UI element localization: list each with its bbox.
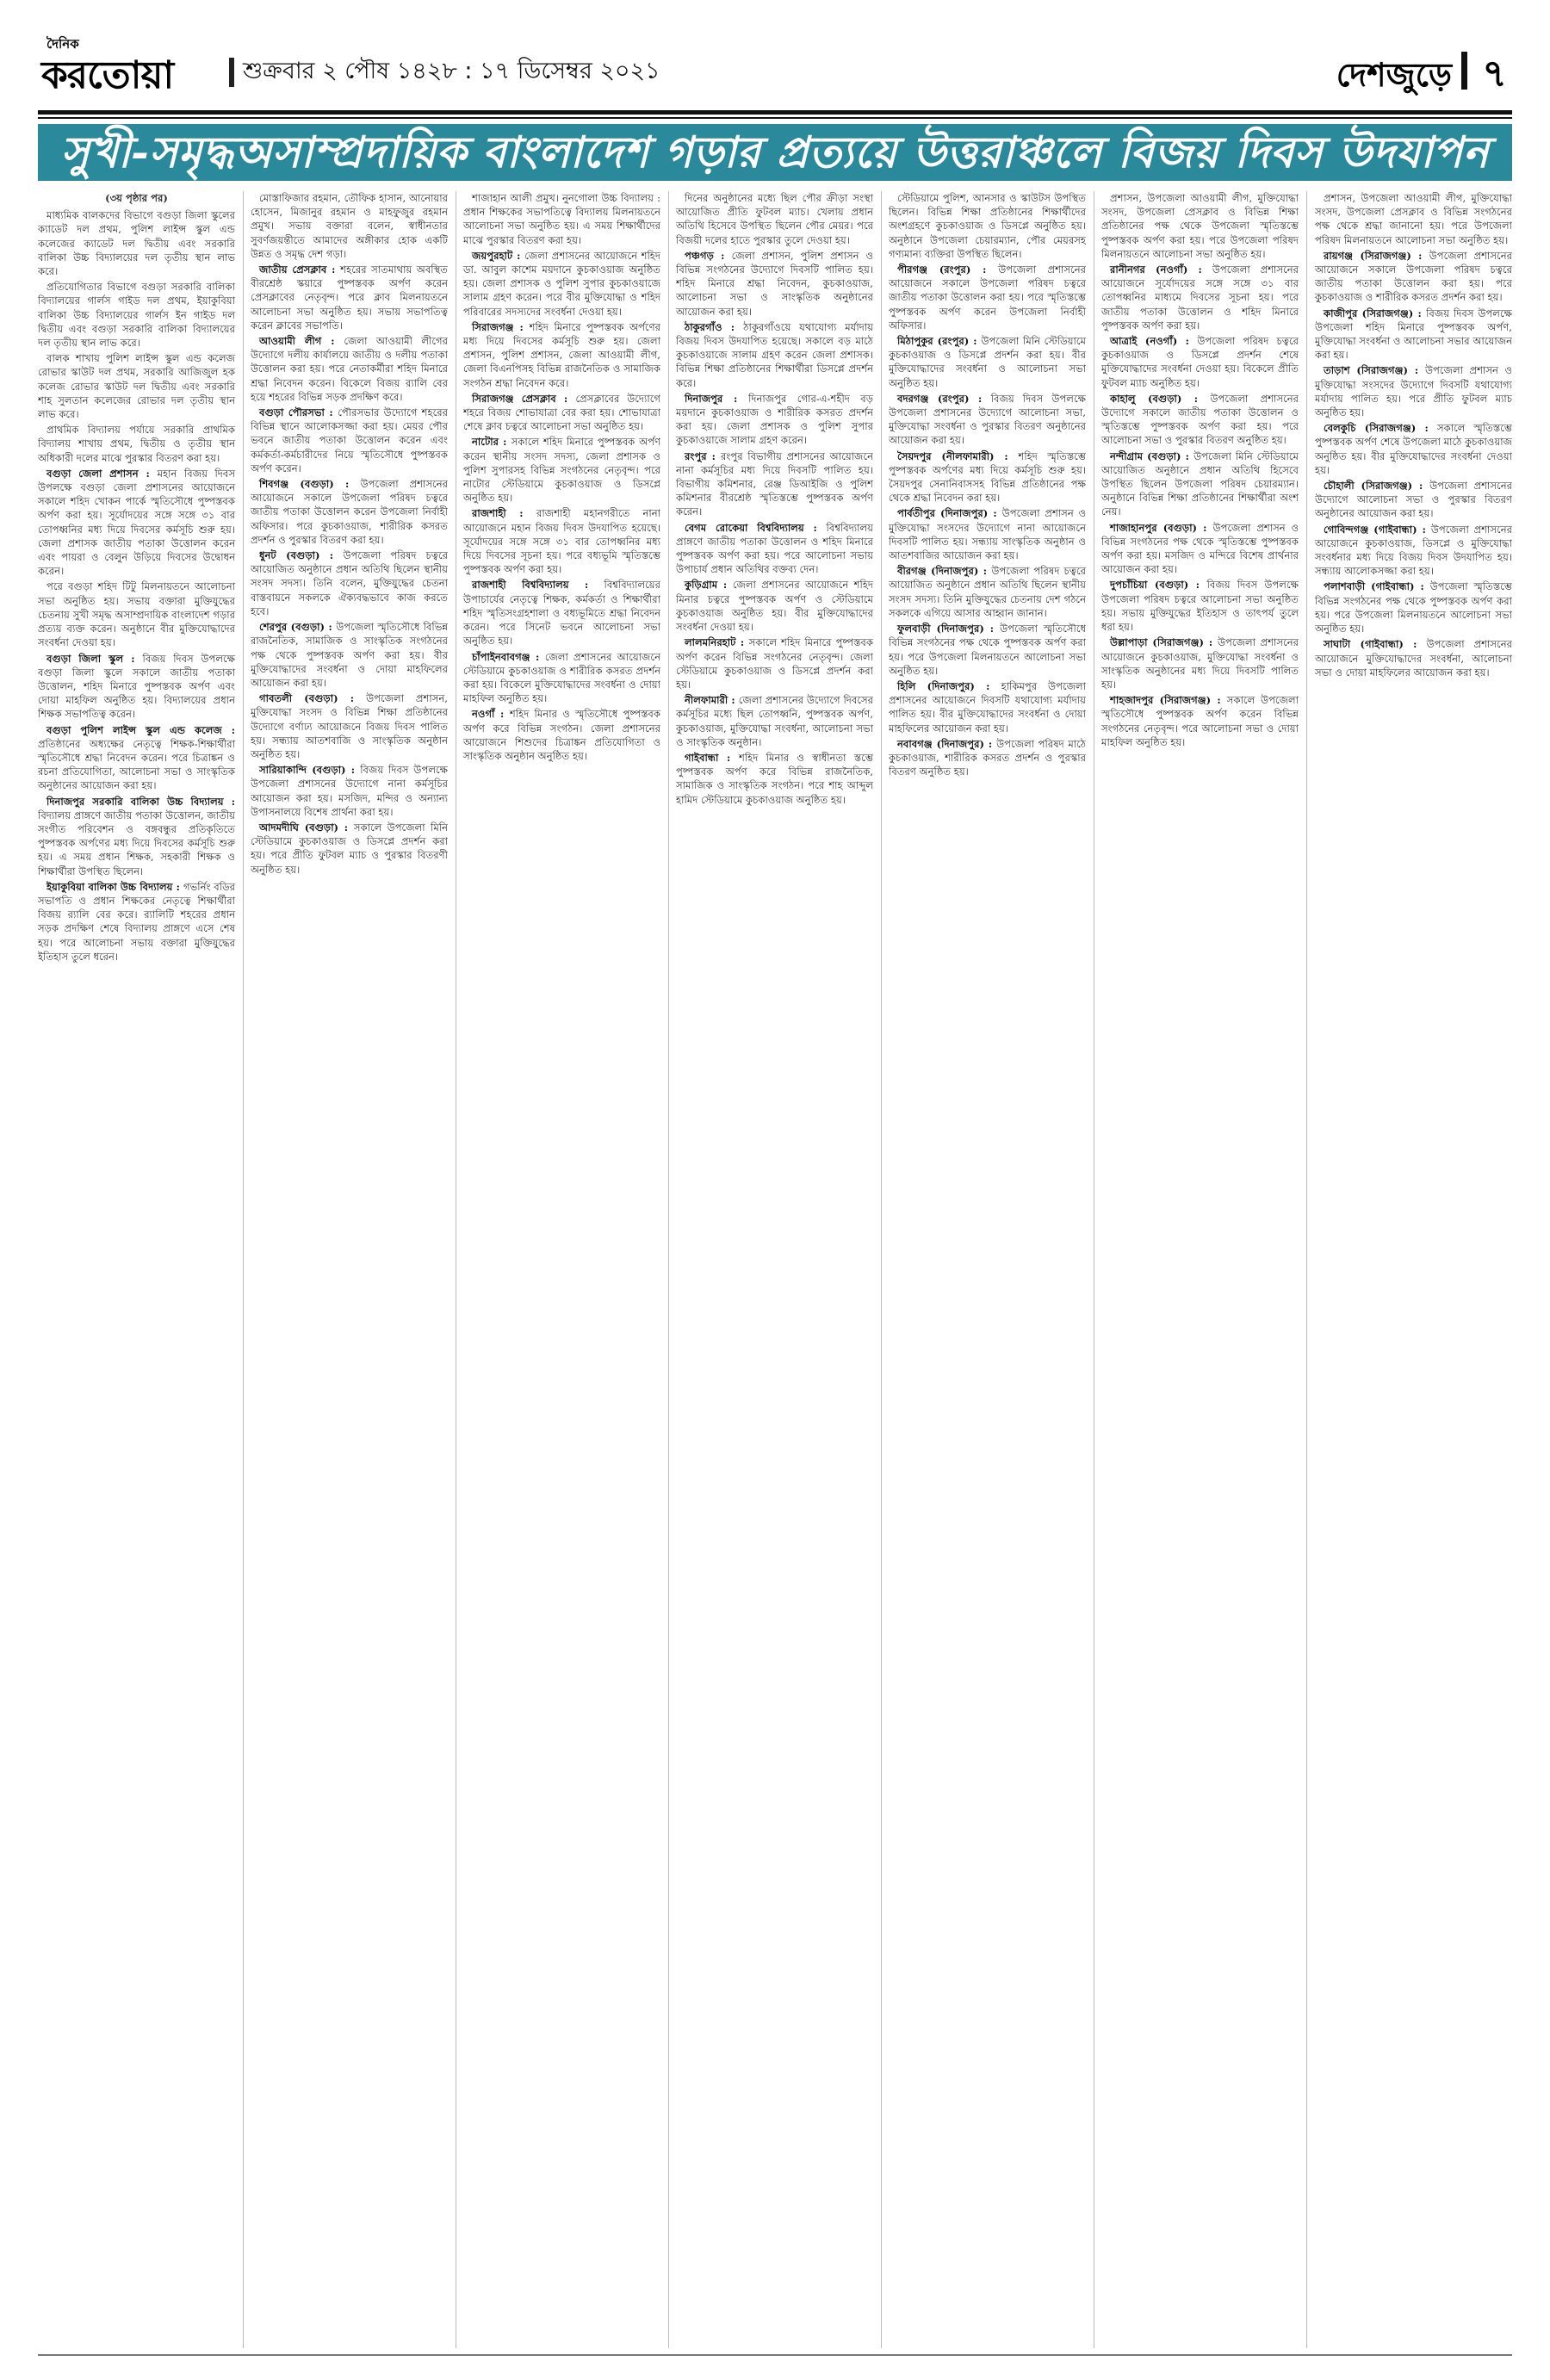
- logo-small-text: দৈনিক: [46, 36, 79, 52]
- dateline: বেগম রোকেয়া বিশ্ববিদ্যালয় :: [685, 521, 827, 534]
- article-paragraph: বেলকুচি (সিরাজগঞ্জ) : সকালে স্মৃতিস্তম্ভে পুষ্পস্তবক অর্পণ শেষে উপজেলা মাঠে কুচকাওয়াজ অনুষ্ঠিত হয়। বীর মুক্তিযোদ্ধাদের সংবর্ধনা দেওয়া হয়।: [1315, 422, 1512, 476]
- article-paragraph: ফুলবাড়ী (দিনাজপুর) : উপজেলা স্মৃতিসৌধে বিভিন্ন সংগঠনের পক্ষ থেকে পুষ্পস্তবক অর্পণ করা হয়। পরে উপজেলা মিলনায়তনে আলোচনা সভা অনুষ্ঠিত হয়।: [889, 623, 1086, 677]
- headline: সুখী-সমৃদ্ধঅসাম্প্রদায়িক বাংলাদেশ গড়ার প্রত্যয়ে উত্তরাঞ্চলে বিজয় দিবস উদযাপন: [60, 127, 1490, 177]
- article-paragraph: প্রতিযোগিতার বিভাগে বগুড়া সরকারি বালিকা বিদ্যালয়ের গার্লস গাইড দল প্রথম, ইয়াকুবিয়া বালিকা উচ্চ বিদ্যালয়ের গার্লস ইন গাইড দল দ্বিতীয় এবং বগুড়া সরকারি বালিকা বিদ্যালয়ের দল তৃতীয় স্থান লাভ করে।: [38, 281, 235, 350]
- dateline: সৈয়দপুর (নীলফামারী) :: [897, 449, 1019, 462]
- article-paragraph: দুপচাঁচিয়া (বগুড়া) : বিজয় দিবস উপলক্ষে উপজেলা পরিষদ চত্বরে আলোচনা সভা অনুষ্ঠিত হয়। সভায় মুক্তিযুদ্ধের ইতিহাস ও তাৎপর্য তুলে ধরা হয়।: [1101, 579, 1299, 634]
- article-column-2: [251, 191, 448, 2348]
- dateline: শিবগঞ্জ (বগুড়া) :: [259, 478, 361, 491]
- dateline: রংপুর :: [685, 449, 721, 462]
- dateline: আত্রাই (নওগাঁ) :: [1110, 335, 1198, 348]
- dateline: সিরাজগঞ্জ প্রেসক্লাব :: [472, 392, 576, 405]
- article-paragraph: উল্লাপাড়া (সিরাজগঞ্জ) : উপজেলা প্রশাসনের আয়োজনে কুচকাওয়াজ, মুক্তিযোদ্ধা সংবর্ধনা ও সাংস্কৃতিক অনুষ্ঠানের মধ্য দিয়ে দিবসটি পালিত হয়।: [1101, 636, 1299, 691]
- dateline: দুপচাঁচিয়া (বগুড়া) :: [1110, 579, 1207, 592]
- article-paragraph: ধুনট (বগুড়া) : উপজেলা পরিষদ চত্বরে আয়োজিত অনুষ্ঠানে প্রধান অতিথি ছিলেন স্থানীয় সংসদ সদস্য। তিনি বলেন, মুক্তিযুদ্ধের চেতনা বাস্তবায়নে সকলকে ঐক্যবদ্ধভাবে কাজ করতে হবে।: [251, 549, 448, 617]
- article-paragraph: আওয়ামী লীগ : জেলা আওয়ামী লীগের উদ্যোগে দলীয় কার্যালয়ে জাতীয় ও দলীয় পতাকা উত্তোলন করা হয়। পরে নেতাকর্মীরা শহিদ মিনারে শ্রদ্ধা নিবেদন করেন। বিকেলে বিজয় র‍্যালি বের হয়ে শহরের বিভিন্ন সড়ক প্রদক্ষিণ করে।: [251, 335, 448, 403]
- issue-date: [229, 53, 660, 92]
- dateline: শেরপুর (বগুড়া) :: [259, 621, 337, 634]
- article-paragraph: জাতীয় প্রেসক্লাব : শহরের সাতমাথায় অবস্থিত বীরশ্রেষ্ঠ স্কয়ারে পুষ্পস্তবক অর্পণ করেন প্রেসক্লাবের নেতৃবৃন্দ। পরে ক্লাব মিলনায়তনে আলোচনা সভা অনুষ্ঠিত হয়। সভায় সভাপতিত্ব করেন ক্লাবের সভাপতি।: [251, 263, 448, 332]
- article-paragraph: তাড়াশ (সিরাজগঞ্জ) : উপজেলা প্রশাসন ও মুক্তিযোদ্ধা সংসদের উদ্যোগে দিবসটি যথাযোগ্য মর্যাদায় পালিত হয়। পরে প্রীতি ফুটবল ম্যাচ অনুষ্ঠিত হয়।: [1315, 364, 1512, 419]
- article-paragraph: মাধ্যমিক বালকদের বিভাগে বগুড়া জিলা স্কুলের ক্যাডেট দল প্রথম, পুলিশ লাইন্স স্কুল এন্ড কলেজের ক্যাডেট দল দ্বিতীয় এবং সরকারি বালিকা উচ্চ বিদ্যালয়ের দল তৃতীয় স্থান লাভ করে।: [38, 209, 235, 278]
- dateline: জাতীয় প্রেসক্লাব :: [259, 263, 341, 276]
- dateline: সারিয়াকান্দি (বগুড়া) :: [259, 764, 361, 777]
- article-paragraph: জয়পুরহাট : জেলা প্রশাসনের আয়োজনে শহিদ ডা. আবুল কাশেম ময়দানে কুচকাওয়াজ অনুষ্ঠিত হয়। জেলা প্রশাসক ও পুলিশ সুপার কুচকাওয়াজে সালাম গ্রহণ করেন। পরে বীর মুক্তিযোদ্ধা ও শহিদ পরিবারের সদস্যদের সংবর্ধনা দেওয়া হয়।: [463, 249, 660, 318]
- dateline: ধুনট (বগুড়া) :: [259, 549, 344, 562]
- article-column-4: [676, 191, 873, 2348]
- article-paragraph: গোবিন্দগঞ্জ (গাইবান্ধা) : উপজেলা প্রশাসনের আয়োজনে কুচকাওয়াজ, ডিসপ্লে ও মুক্তিযোদ্ধা সংবর্ধনার মধ্য দিয়ে বিজয় দিবস উদযাপিত হয়। সন্ধ্যায় আলোকসজ্জা করা হয়।: [1315, 523, 1512, 578]
- column-divider: [881, 191, 882, 2348]
- article-paragraph: বালক শাখায় পুলিশ লাইন্স স্কুল এন্ড কলেজ রোভার স্কাউট দল প্রথম, সরকারি আজিজুল হক কলেজ রোভার স্কাউট দল দ্বিতীয় এবং সরকারি শাহ সুলতান কলেজের রোভার দল তৃতীয় স্থান লাভ করে।: [38, 352, 235, 421]
- article-paragraph: নওগাঁ : শহিদ মিনার ও স্মৃতিসৌধে পুষ্পস্তবক অর্পণ করে বিভিন্ন সংগঠন। জেলা প্রশাসনের আয়োজনে শিশুদের চিত্রাঙ্কন প্রতিযোগিতা ও সাংস্কৃতিক অনুষ্ঠান অনুষ্ঠিত হয়।: [463, 708, 660, 762]
- dateline: নীলফামারী :: [685, 694, 739, 707]
- dateline: সাঘাটা (গাইবান্ধা) :: [1324, 638, 1427, 651]
- dateline: বীরগঞ্জ (দিনাজপুর) :: [897, 565, 992, 578]
- dateline: বদরগঞ্জ (রংপুর) :: [897, 392, 991, 405]
- dateline: কুড়িগ্রাম :: [685, 579, 733, 592]
- dateline: নওগাঁ :: [472, 708, 510, 721]
- article-paragraph: চাঁপাইনবাবগঞ্জ : জেলা প্রশাসনের আয়োজনে স্টেডিয়ামে কুচকাওয়াজ ও শারীরিক কসরত প্রদর্শন করা হয়। বিকেলে মুক্তিযোদ্ধাদের সংবর্ধনা ও দোয়া মাহফিল অনুষ্ঠিত হয়।: [463, 650, 660, 705]
- article-paragraph: বীরগঞ্জ (দিনাজপুর) : উপজেলা পরিষদ চত্বরে আয়োজিত অনুষ্ঠানে প্রধান অতিথি ছিলেন স্থানীয় সংসদ সদস্য। তিনি মুক্তিযুদ্ধের চেতনায় দেশ গঠনে সকলকে এগিয়ে আসার আহ্বান জানান।: [889, 565, 1086, 619]
- article-paragraph: রাজশাহী বিশ্ববিদ্যালয় : বিশ্ববিদ্যালয়ের উপাচার্যের নেতৃত্বে শিক্ষক, কর্মকর্তা ও শিক্ষার্থীরা শহিদ স্মৃতিসংগ্রহশালা ও বধ্যভূমিতে শ্রদ্ধা নিবেদন করেন। পরে সিনেট ভবনে আলোচনা সভা অনুষ্ঠিত হয়।: [463, 579, 660, 648]
- dateline: মিঠাপুকুর (রংপুর) :: [897, 335, 982, 348]
- column-divider: [243, 191, 244, 2348]
- article-paragraph: ঠাকুরগাঁও : ঠাকুরগাঁওয়ে যথাযোগ্য মর্যাদায় বিজয় দিবস উদযাপিত হয়েছে। সকালে বড় মাঠে কুচকাওয়াজে সালাম গ্রহণ করেন জেলা প্রশাসক। বিভিন্ন শিক্ষা প্রতিষ্ঠানের শিক্ষার্থীরা ডিসপ্লে প্রদর্শন করে।: [676, 320, 873, 389]
- article-columns: [38, 191, 1512, 2348]
- article-paragraph: কুড়িগ্রাম : জেলা প্রশাসনের আয়োজনে শহিদ মিনার চত্বরে পুষ্পস্তবক অর্পণ ও স্টেডিয়ামে কুচকাওয়াজ অনুষ্ঠিত হয়। বীর মুক্তিযোদ্ধাদের সংবর্ধনা দেওয়া হয়।: [676, 579, 873, 634]
- article-paragraph: বগুড়া পৌরসভা : পৌরসভার উদ্যোগে শহরের বিভিন্ন স্থানে আলোকসজ্জা করা হয়। মেয়র পৌর ভবনে জাতীয় পতাকা উত্তোলন করেন এবং কর্মকর্তা-কর্মচারীদের নিয়ে স্মৃতিসৌধে পুষ্পস্তবক অর্পণ করেন।: [251, 406, 448, 474]
- article-paragraph: রংপুর : রংপুর বিভাগীয় প্রশাসনের আয়োজনে নানা কর্মসূচির মধ্য দিয়ে দিবসটি পালিত হয়। বিভাগীয় কমিশনার, রেঞ্জ ডিআইজি ও পুলিশ কমিশনার বীরশ্রেষ্ঠ স্মৃতিস্তম্ভে পুষ্পস্তবক অর্পণ করেন।: [676, 449, 873, 518]
- article-paragraph: আদমদীঘি (বগুড়া) : সকালে উপজেলা মিনি স্টেডিয়ামে কুচকাওয়াজ ও ডিসপ্লে প্রদর্শন করা হয়। পরে প্রীতি ফুটবল ম্যাচ ও পুরস্কার বিতরণী অনুষ্ঠিত হয়।: [251, 821, 448, 876]
- dateline: গাবতলী (বগুড়া) :: [259, 692, 367, 705]
- dateline: বগুড়া জেলা প্রশাসন :: [46, 467, 158, 480]
- article-column-6: [1101, 191, 1299, 2348]
- article-paragraph: আত্রাই (নওগাঁ) : উপজেলা পরিষদ চত্বরে কুচকাওয়াজ ও ডিসপ্লে প্রদর্শন শেষে মুক্তিযোদ্ধাদের সংবর্ধনা দেওয়া হয়। বিকেলে প্রীতি ফুটবল ম্যাচ অনুষ্ঠিত হয়।: [1101, 335, 1299, 389]
- page-number-separator: [1461, 52, 1467, 90]
- dateline: আওয়ামী লীগ :: [259, 335, 344, 348]
- dateline: ফুলবাড়ী (দিনাজপুর) :: [897, 623, 1001, 635]
- article-paragraph: ইয়াকুবিয়া বালিকা উচ্চ বিদ্যালয় : গভর্নিং বডির সভাপতি ও প্রধান শিক্ষকের নেতৃত্বে শিক্ষার্থীরা বিজয় র‍্যালি বের করে। র‍্যালিটি শহরের প্রধান সড়ক প্রদক্ষিণ শেষে বিদ্যালয় প্রাঙ্গণে এসে শেষ হয়। পরে আলোচনা সভায় বক্তারা মুক্তিযুদ্ধের ইতিহাস তুলে ধরেন।: [38, 880, 235, 963]
- dateline: চৌহালী (সিরাজগঞ্জ) :: [1324, 480, 1430, 493]
- dateline: গোবিন্দগঞ্জ (গাইবান্ধা) :: [1324, 523, 1431, 536]
- issue-date-text: শুক্রবার ২ পৌষ ১৪২৮ : ১৭ ডিসেম্বর ২০২১: [243, 58, 660, 84]
- dateline: কাজীপুর (সিরাজগঞ্জ) :: [1324, 307, 1427, 319]
- dateline: উল্লাপাড়া (সিরাজগঞ্জ) :: [1110, 636, 1218, 649]
- article-paragraph: বদরগঞ্জ (রংপুর) : বিজয় দিবস উপলক্ষে উপজেলা প্রশাসনের উদ্যোগে আলোচনা সভা, মুক্তিযোদ্ধা সংবর্ধনা ও পুরস্কার বিতরণ অনুষ্ঠানের আয়োজন করা হয়।: [889, 392, 1086, 447]
- dateline: পার্বতীপুর (দিনাজপুর) :: [897, 507, 1002, 520]
- article-paragraph: লালমনিরহাট : সকালে শহিদ মিনারে পুষ্পস্তবক অর্পণ করেন বিভিন্ন সংগঠনের নেতৃবৃন্দ। জেলা স্টেডিয়ামে কুচকাওয়াজ ও ডিসপ্লে প্রদর্শন করা হয়।: [676, 636, 873, 691]
- article-paragraph: প্রশাসন, উপজেলা আওয়ামী লীগ, মুক্তিযোদ্ধা সংসদ, উপজেলা প্রেসক্লাব ও বিভিন্ন সংগঠনের পক্ষ থেকে শ্রদ্ধা জানানো হয়। পরে উপজেলা পরিষদ মিলনায়তনে আলোচনা সভা অনুষ্ঠিত হয়।: [1315, 192, 1512, 246]
- dateline: বগুড়া পৌরসভা :: [259, 406, 338, 419]
- footer-rule: [38, 2354, 1512, 2356]
- dateline: শাহজাদপুর (সিরাজগঞ্জ) :: [1110, 694, 1227, 707]
- header-rule-thin: [38, 117, 1512, 119]
- masthead: [38, 31, 1512, 102]
- article-paragraph: সাঘাটা (গাইবান্ধা) : উপজেলা প্রশাসনের আয়োজনে মুক্তিযোদ্ধাদের সংবর্ধনা, আলোচনা সভা ও দোয়া মাহফিলের আয়োজন করা হয়।: [1315, 638, 1512, 679]
- dateline: বগুড়া জিলা স্কুল :: [46, 652, 143, 665]
- dateline: রানীনগর (নওগাঁ) :: [1110, 263, 1212, 276]
- article-paragraph: সিরাজগঞ্জ প্রেসক্লাব : প্রেসক্লাবের উদ্যোগে শহরে বিজয় শোভাযাত্রা বের করা হয়। শোভাযাত্রা শেষে ক্লাব চত্বরে আলোচনা সভা অনুষ্ঠিত হয়।: [463, 392, 660, 433]
- dateline: নবাবগঞ্জ (দিনাজপুর) :: [897, 737, 997, 750]
- dateline: কাহালু (বগুড়া) :: [1110, 392, 1211, 405]
- article-paragraph: প্রাথমিক বিদ্যালয় পর্যায়ে সরকারি প্রাথমিক বিদ্যালয় শাখায় প্রথম, দ্বিতীয় ও তৃতীয় স্থান অধিকারী দলের মাঝে পুরস্কার বিতরণ করা হয়।: [38, 424, 235, 464]
- article-paragraph: দিনের অনুষ্ঠানের মধ্যে ছিল পৌর ক্রীড়া সংস্থা আয়োজিত প্রীতি ফুটবল ম্যাচ। খেলায় প্রধান অতিথি হিসেবে উপস্থিত ছিলেন পৌর মেয়র। পরে বিজয়ী দলের হাতে পুরস্কার তুলে দেওয়া হয়।: [676, 192, 873, 246]
- article-paragraph: হিলি (দিনাজপুর) : হাকিমপুর উপজেলা প্রশাসনের আয়োজনে দিবসটি যথাযোগ্য মর্যাদায় পালিত হয়। বীর মুক্তিযোদ্ধাদের সংবর্ধনা ও দোয়া মাহফিলের আয়োজন করা হয়।: [889, 679, 1086, 734]
- dateline: নন্দীগ্রাম (বগুড়া) :: [1110, 449, 1194, 462]
- dateline: লালমনিরহাট :: [685, 636, 749, 649]
- article-paragraph: দিনাজপুর সরকারি বালিকা উচ্চ বিদ্যালয় : বিদ্যালয় প্রাঙ্গণে জাতীয় পতাকা উত্তোলন, জাতীয় সংগীত পরিবেশন ও বঙ্গবন্ধুর প্রতিকৃতিতে পুষ্পস্তবক অর্পণের মধ্য দিয়ে দিবসের কর্মসূচি শুরু হয়। এ সময় প্রধান শিক্ষক, সহকারী শিক্ষক ও শিক্ষার্থীরা উপস্থিত ছিলেন।: [38, 795, 235, 877]
- article-paragraph: সৈয়দপুর (নীলফামারী) : শহিদ স্মৃতিস্তম্ভে পুষ্পস্তবক অর্পণের মধ্য দিয়ে কর্মসূচি শুরু হয়। সৈয়দপুর সেনানিবাসসহ বিভিন্ন প্রতিষ্ঠানের পক্ষ থেকে শ্রদ্ধা নিবেদন করা হয়।: [889, 449, 1086, 505]
- logo-main-text: করতোয়া: [41, 53, 174, 97]
- dateline: পঞ্চগড় :: [685, 249, 732, 262]
- dateline: বগুড়া পুলিশ লাইন্স স্কুল এন্ড কলেজ :: [46, 723, 235, 736]
- article-paragraph: পার্বতীপুর (দিনাজপুর) : উপজেলা প্রশাসন ও মুক্তিযোদ্ধা সংসদের উদ্যোগে নানা আয়োজনে দিবসটি পালিত হয়। সন্ধ্যায় সাংস্কৃতিক অনুষ্ঠান ও আতশবাজির আয়োজন করা হয়।: [889, 507, 1086, 562]
- newspaper-page: [38, 31, 1512, 2356]
- date-separator: [229, 58, 234, 87]
- dateline: জয়পুরহাট :: [472, 249, 525, 262]
- article-paragraph: পলাশবাড়ী (গাইবান্ধা) : উপজেলা স্মৃতিস্তম্ভে বিভিন্ন সংগঠনের পক্ষ থেকে পুষ্পস্তবক অর্পণ করা হয়। পরে উপজেলা মিলনায়তনে আলোচনা সভা অনুষ্ঠিত হয়।: [1315, 580, 1512, 635]
- dateline: নাটোর :: [472, 436, 512, 449]
- column-divider: [1306, 191, 1307, 2348]
- article-paragraph: গাইবান্ধা : শহিদ মিনার ও স্বাধীনতা স্তম্ভে পুষ্পস্তবক অর্পণ করে বিভিন্ন রাজনৈতিক, সামাজিক ও সাংস্কৃতিক সংগঠন। পরে শাহ আব্দুল হামিদ স্টেডিয়ামে কুচকাওয়াজ অনুষ্ঠিত হয়।: [676, 751, 873, 806]
- article-paragraph: রায়গঞ্জ (সিরাজগঞ্জ) : উপজেলা প্রশাসনের আয়োজনে সকালে উপজেলা পরিষদ চত্বরে জাতীয় পতাকা উত্তোলন করা হয়। পরে কুচকাওয়াজ ও শারীরিক কসরত প্রদর্শন করা হয়।: [1315, 249, 1512, 304]
- dateline: ইয়াকুবিয়া বালিকা উচ্চ বিদ্যালয় :: [46, 880, 184, 893]
- article-paragraph: মিঠাপুকুর (রংপুর) : উপজেলা মিনি স্টেডিয়ামে কুচকাওয়াজ ও ডিসপ্লে প্রদর্শন করা হয়। বীর মুক্তিযোদ্ধাদের সংবর্ধনা ও আলোচনা সভা অনুষ্ঠিত হয়।: [889, 335, 1086, 389]
- dateline: গাইবান্ধা :: [685, 751, 739, 764]
- article-paragraph: শিবগঞ্জ (বগুড়া) : উপজেলা প্রশাসনের আয়োজনে সকালে উপজেলা পরিষদ চত্বরে জাতীয় পতাকা উত্তোলন করেন উপজেলা নির্বাহী অফিসার। পরে কুচকাওয়াজ, শারীরিক কসরত প্রদর্শন ও পুরস্কার বিতরণ করা হয়।: [251, 478, 448, 546]
- dateline: পলাশবাড়ী (গাইবান্ধা) :: [1324, 580, 1430, 593]
- article-paragraph: শেরপুর (বগুড়া) : উপজেলা স্মৃতিসৌধে বিভিন্ন রাজনৈতিক, সামাজিক ও সাংস্কৃতিক সংগঠনের পক্ষ থেকে পুষ্পস্তবক অর্পণ করা হয়। বীর মুক্তিযোদ্ধাদের সংবর্ধনা ও দোয়া মাহফিলের আয়োজন করা হয়।: [251, 621, 448, 689]
- article-paragraph: বগুড়া জিলা স্কুল : বিজয় দিবস উপলক্ষে বগুড়া জিলা স্কুলে সকালে জাতীয় পতাকা উত্তোলন, শহিদ মিনারে পুষ্পস্তবক অর্পণ এবং দোয়া মাহফিল অনুষ্ঠিত হয়। বিদ্যালয়ের প্রধান শিক্ষক সভাপতিত্ব করেন।: [38, 652, 235, 721]
- article-paragraph: সিরাজগঞ্জ : শহিদ মিনারে পুষ্পস্তবক অর্পণের মধ্য দিয়ে দিবসের কর্মসূচি শুরু হয়। জেলা প্রশাসন, পুলিশ প্রশাসন, জেলা আওয়ামী লীগ, জেলা বিএনপিসহ বিভিন্ন রাজনৈতিক ও সামাজিক সংগঠন শ্রদ্ধা নিবেদন করে।: [463, 320, 660, 389]
- article-column-5: [889, 191, 1086, 2348]
- article-paragraph: বগুড়া জেলা প্রশাসন : মহান বিজয় দিবস উপলক্ষে বগুড়া জেলা প্রশাসনের আয়োজনে সকালে শহিদ খোকন পার্কে স্মৃতিসৌধে পুষ্পস্তবক অর্পণ করা হয়। সূর্যোদয়ের সঙ্গে সঙ্গে ৩১ বার তোপধ্বনির মধ্য দিয়ে দিবসের কর্মসূচি শুরু হয়। জেলা প্রশাসক জাতীয় পতাকা উত্তোলন করেন এবং পায়রা ও বেলুন উড়িয়ে দিবসের উদ্বোধন করেন।: [38, 467, 235, 578]
- article-paragraph: দিনাজপুর : দিনাজপুর গোর-এ-শহীদ বড় ময়দানে কুচকাওয়াজ ও শারীরিক কসরত প্রদর্শন করা হয়। জেলা প্রশাসক ও পুলিশ সুপার কুচকাওয়াজে সালাম গ্রহণ করেন।: [676, 392, 873, 447]
- page-number: ৭: [1482, 52, 1507, 96]
- headline-banner: [38, 124, 1512, 181]
- article-paragraph: সারিয়াকান্দি (বগুড়া) : বিজয় দিবস উপলক্ষে উপজেলা প্রশাসনের উদ্যোগে নানা কর্মসূচির আয়োজন করা হয়। মসজিদ, মন্দির ও অন্যান্য উপাসনালয়ে বিশেষ প্রার্থনা করা হয়।: [251, 764, 448, 818]
- dateline: বেলকুচি (সিরাজগঞ্জ) :: [1324, 422, 1437, 435]
- article-paragraph: নীলফামারী : জেলা প্রশাসনের উদ্যোগে দিবসের কর্মসূচির মধ্যে ছিল তোপধ্বনি, পুষ্পস্তবক অর্পণ, কুচকাওয়াজ, মুক্তিযোদ্ধা সংবর্ধনা, আলোচনা সভা ও সাংস্কৃতিক অনুষ্ঠান।: [676, 694, 873, 748]
- article-paragraph: রাজশাহী : রাজশাহী মহানগরীতে নানা আয়োজনে মহান বিজয় দিবস উদযাপিত হয়েছে। সূর্যোদয়ের সঙ্গে সঙ্গে ৩১ বার তোপধ্বনির মধ্য দিয়ে দিবসের সূচনা হয়। পরে বধ্যভূমি স্মৃতিস্তম্ভে পুষ্পস্তবক অর্পণ করা হয়।: [463, 507, 660, 576]
- article-paragraph: রানীনগর (নওগাঁ) : উপজেলা প্রশাসনের আয়োজনে সূর্যোদয়ের সঙ্গে সঙ্গে ৩১ বার তোপধ্বনির মাধ্যমে দিবসের সূচনা হয়। পরে জাতীয় পতাকা উত্তোলন ও শহিদ মিনারে পুষ্পস্তবক অর্পণ করা হয়।: [1101, 263, 1299, 332]
- article-paragraph: নন্দীগ্রাম (বগুড়া) : উপজেলা মিনি স্টেডিয়ামে আয়োজিত অনুষ্ঠানে প্রধান অতিথি হিসেবে উপস্থিত ছিলেন উপজেলা পরিষদ চেয়ারম্যান। অনুষ্ঠানে বিভিন্ন শিক্ষা প্রতিষ্ঠানের শিক্ষার্থীরা অংশ নেয়।: [1101, 449, 1299, 518]
- article-paragraph: গাবতলী (বগুড়া) : উপজেলা প্রশাসন, মুক্তিযোদ্ধা সংসদ ও বিভিন্ন শিক্ষা প্রতিষ্ঠানের উদ্যোগে বর্ণাঢ্য আয়োজনে বিজয় দিবস পালিত হয়। সন্ধ্যায় আতশবাজি ও সাংস্কৃতিক অনুষ্ঠান অনুষ্ঠিত হয়।: [251, 692, 448, 760]
- article-paragraph: মোস্তাফিজার রহমান, তৌফিক হাসান, আনোয়ার হোসেন, মিজানুর রহমান ও মাহফুজুর রহমান প্রমুখ। সভায় বক্তারা বলেন, স্বাধীনতার সুবর্ণজয়ন্তীতে আমাদের অঙ্গীকার হোক একটি উন্নত ও সমৃদ্ধ দেশ গড়া।: [251, 192, 448, 260]
- dateline: ঠাকুরগাঁও :: [685, 320, 744, 333]
- article-paragraph: বেগম রোকেয়া বিশ্ববিদ্যালয় : বিশ্ববিদ্যালয় প্রাঙ্গণে জাতীয় পতাকা উত্তোলন ও শহিদ মিনারে পুষ্পস্তবক অর্পণ করা হয়। পরে আলোচনা সভায় উপাচার্য প্রধান অতিথির বক্তব্য দেন।: [676, 521, 873, 576]
- dateline: দিনাজপুর :: [685, 392, 749, 405]
- article-paragraph: পঞ্চগড় : জেলা প্রশাসন, পুলিশ প্রশাসন ও বিভিন্ন সংগঠনের উদ্যোগে দিবসটি পালিত হয়। শহিদ মিনারে শ্রদ্ধা নিবেদন, কুচকাওয়াজ, আলোচনা সভা ও সাংস্কৃতিক অনুষ্ঠানের আয়োজন করা হয়।: [676, 249, 873, 318]
- dateline: রাজশাহী :: [472, 507, 536, 520]
- article-paragraph: কাজীপুর (সিরাজগঞ্জ) : বিজয় দিবস উপলক্ষে উপজেলা শহিদ মিনারে পুষ্পস্তবক অর্পণ, মুক্তিযোদ্ধা সংবর্ধনা ও আলোচনা সভার আয়োজন করা হয়।: [1315, 307, 1512, 362]
- dateline: পীরগঞ্জ (রংপুর) :: [897, 263, 999, 276]
- article-paragraph: নাটোর : সকালে শহিদ মিনারে পুষ্পস্তবক অর্পণ করেন স্থানীয় সংসদ সদস্য, জেলা প্রশাসক ও পুলিশ সুপারসহ বিভিন্ন সংগঠনের নেতৃবৃন্দ। পরে নাটোর স্টেডিয়ামে কুচকাওয়াজ ও ডিসপ্লে অনুষ্ঠিত হয়।: [463, 436, 660, 505]
- article-paragraph: বগুড়া পুলিশ লাইন্স স্কুল এন্ড কলেজ : প্রতিষ্ঠানের অধ্যক্ষের নেতৃত্বে শিক্ষক-শিক্ষার্থীরা স্মৃতিসৌধে শ্রদ্ধা নিবেদন করেন। পরে চিত্রাঙ্কন ও রচনা প্রতিযোগিতা, আলোচনা সভা ও সাংস্কৃতিক অনুষ্ঠানের আয়োজন করা হয়।: [38, 723, 235, 792]
- article-paragraph: নবাবগঞ্জ (দিনাজপুর) : উপজেলা পরিষদ মাঠে কুচকাওয়াজ, শারীরিক কসরত প্রদর্শন ও পুরস্কার বিতরণ অনুষ্ঠিত হয়।: [889, 737, 1086, 778]
- article-paragraph: শাহজাদপুর (সিরাজগঞ্জ) : সকালে উপজেলা স্মৃতিসৌধে পুষ্পস্তবক অর্পণ করেন বিভিন্ন সংগঠনের নেতৃবৃন্দ। পরে আলোচনা সভা ও দোয়া মাহফিল অনুষ্ঠিত হয়।: [1101, 694, 1299, 748]
- dateline: সিরাজগঞ্জ :: [472, 320, 530, 333]
- article-paragraph: চৌহালী (সিরাজগঞ্জ) : উপজেলা প্রশাসনের উদ্যোগে আলোচনা সভা ও পুরস্কার বিতরণ অনুষ্ঠানের আয়োজন করা হয়।: [1315, 480, 1512, 520]
- section-name: দেশজুড়ে: [1336, 56, 1452, 94]
- article-paragraph: স্টেডিয়ামে পুলিশ, আনসার ও স্কাউটস উপস্থিত ছিলেন। বিভিন্ন শিক্ষা প্রতিষ্ঠানের শিক্ষার্থীদের অংশগ্রহণে কুচকাওয়াজ ও ডিসপ্লে অনুষ্ঠিত হয়। অনুষ্ঠানে উপজেলা চেয়ারম্যান, পৌর মেয়রসহ গণ্যমান্য ব্যক্তিরা উপস্থিত ছিলেন।: [889, 192, 1086, 260]
- article-column-1: [38, 191, 235, 2348]
- dateline: রাজশাহী বিশ্ববিদ্যালয় :: [472, 579, 604, 592]
- header-rule: [38, 110, 1512, 115]
- dateline: তাড়াশ (সিরাজগঞ্জ) :: [1324, 364, 1426, 377]
- column-lead: (৩য় পৃষ্ঠার পর): [105, 192, 168, 204]
- newspaper-logo: [41, 33, 222, 102]
- article-paragraph: শাজাহান আলী প্রমুখ। নুনগোলা উচ্চ বিদ্যালয় : প্রধান শিক্ষকের সভাপতিত্বে বিদ্যালয় মিলনায়তনে আলোচনা সভা অনুষ্ঠিত হয়। এ সময় শিক্ষার্থীদের মাঝে পুরস্কার বিতরণ করা হয়।: [463, 192, 660, 246]
- column-divider: [668, 191, 669, 2348]
- dateline: দিনাজপুর সরকারি বালিকা উচ্চ বিদ্যালয় :: [46, 795, 235, 808]
- article-paragraph: প্রশাসন, উপজেলা আওয়ামী লীগ, মুক্তিযোদ্ধা সংসদ, উপজেলা প্রেসক্লাব ও বিভিন্ন শিক্ষা প্রতিষ্ঠানের পক্ষ থেকে উপজেলা স্মৃতিস্তম্ভে পুষ্পস্তবক অর্পণ করা হয়। পরে উপজেলা পরিষদ মিলনায়তনে আলোচনা সভা অনুষ্ঠিত হয়।: [1101, 192, 1299, 260]
- article-paragraph: কাহালু (বগুড়া) : উপজেলা প্রশাসনের উদ্যোগে সকালে জাতীয় পতাকা উত্তোলন ও স্মৃতিস্তম্ভে পুষ্পস্তবক অর্পণ করা হয়। পরে আলোচনা সভা ও পুরস্কার বিতরণ অনুষ্ঠিত হয়।: [1101, 392, 1299, 447]
- article-column-3: [463, 191, 660, 2348]
- article-paragraph: শাজাহানপুর (বগুড়া) : উপজেলা প্রশাসন ও বিভিন্ন সংগঠনের পক্ষ থেকে স্মৃতিস্তম্ভে পুষ্পস্তবক অর্পণ করা হয়। মসজিদ ও মন্দিরে বিশেষ প্রার্থনার আয়োজন করা হয়।: [1101, 521, 1299, 576]
- dateline: আদমদীঘি (বগুড়া) :: [259, 821, 354, 834]
- article-paragraph: পরে বগুড়া শহিদ টিটু মিলনায়তনে আলোচনা সভা অনুষ্ঠিত হয়। সভায় বক্তারা মুক্তিযুদ্ধের চেতনায় সুখী সমৃদ্ধ অসাম্প্রদায়িক বাংলাদেশ গড়ার প্রত্যয় ব্যক্ত করেন। অনুষ্ঠানে বীর মুক্তিযোদ্ধাদের সংবর্ধনা দেওয়া হয়।: [38, 580, 235, 649]
- dateline: চাঁপাইনবাবগঞ্জ :: [472, 650, 545, 663]
- article-column-7: [1315, 191, 1512, 2348]
- article-paragraph: পীরগঞ্জ (রংপুর) : উপজেলা প্রশাসনের আয়োজনে সকালে উপজেলা পরিষদ চত্বরে জাতীয় পতাকা উত্তোলন করা হয়। পরে স্মৃতিস্তম্ভে পুষ্পস্তবক অর্পণ করেন উপজেলা নির্বাহী অফিসার।: [889, 263, 1086, 332]
- dateline: শাজাহানপুর (বগুড়া) :: [1110, 521, 1213, 534]
- dateline: রায়গঞ্জ (সিরাজগঞ্জ) :: [1324, 249, 1429, 262]
- dateline: হিলি (দিনাজপুর) :: [897, 679, 1001, 692]
